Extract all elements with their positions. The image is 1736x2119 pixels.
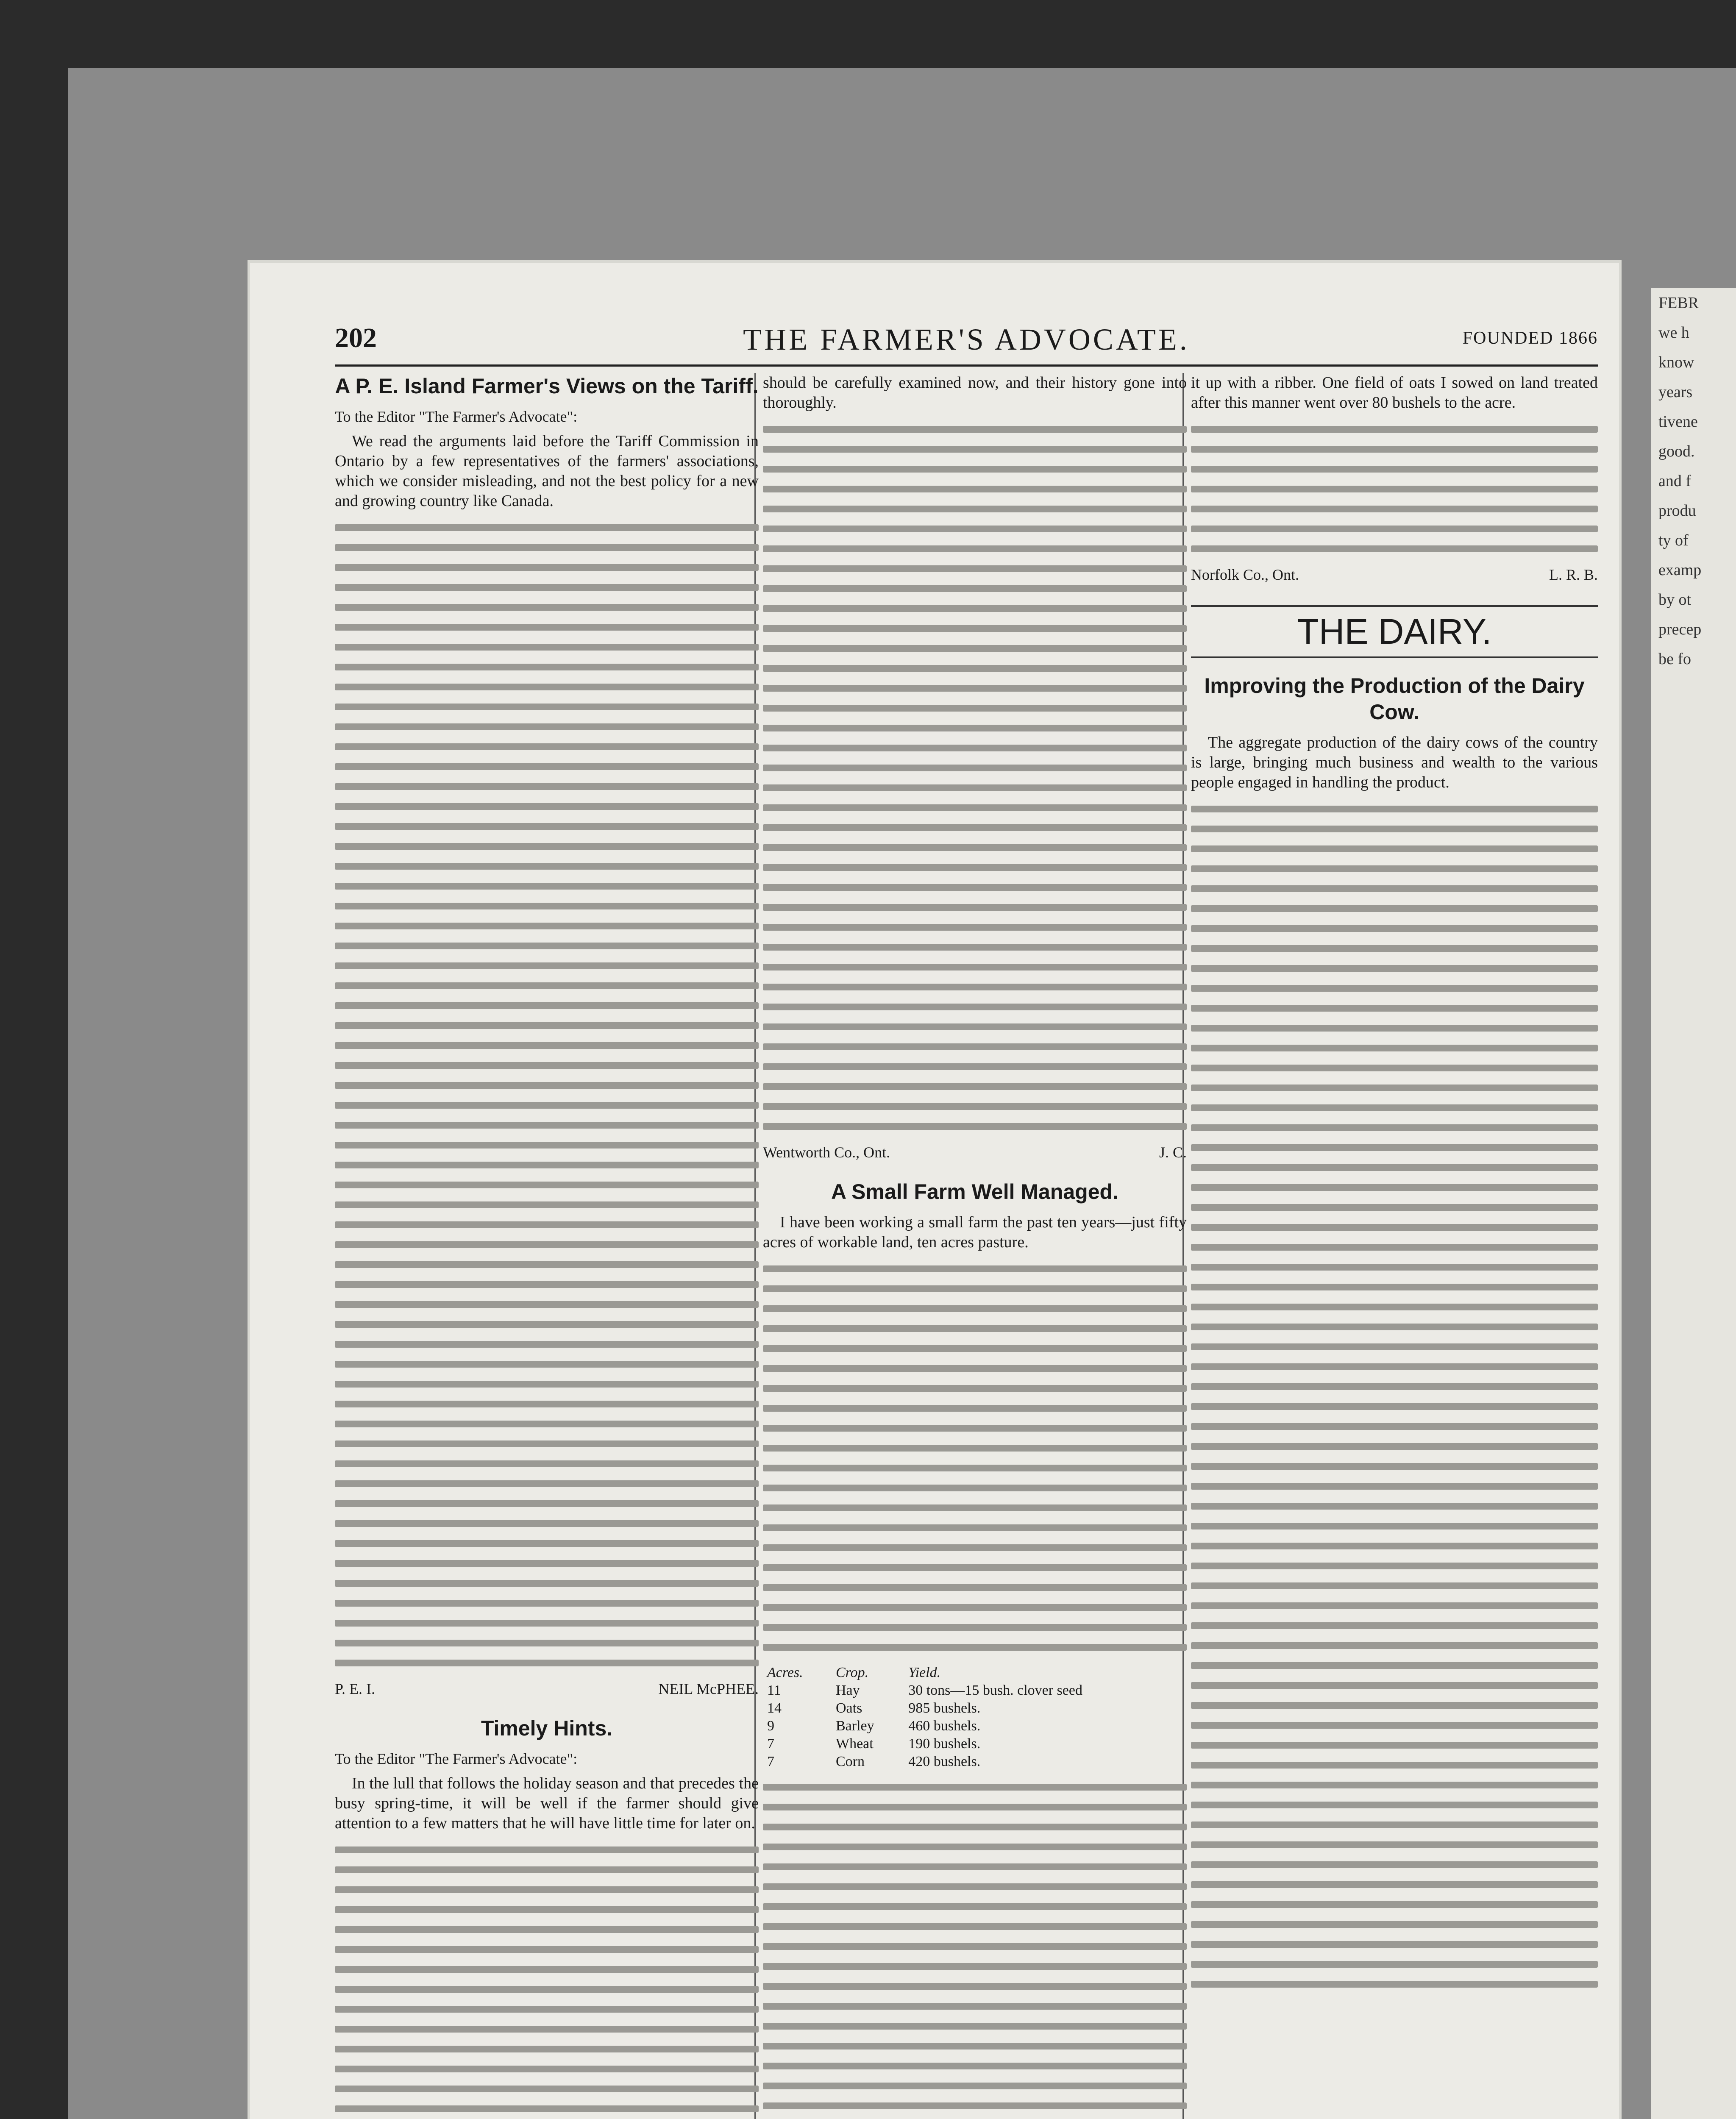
section-title: THE DAIRY. <box>1191 605 1598 658</box>
article-opening: I have been working a small farm the past ten years—just fifty acres of workable land, ten acres pasture. <box>763 1213 1187 1251</box>
table-cell: Corn <box>835 1754 865 1769</box>
edge-fragment: good. <box>1658 442 1695 460</box>
article-signature: J. C. <box>1159 1144 1187 1161</box>
table-cell: Wheat <box>835 1736 874 1752</box>
edge-fragment: precep <box>1658 620 1702 638</box>
edge-fragment: know <box>1658 353 1694 371</box>
masthead <box>335 322 1598 360</box>
crop-yield-table <box>763 1664 1187 1771</box>
article-body-text <box>763 426 1187 1130</box>
table-header: Yield. <box>908 1665 941 1680</box>
edge-fragment: ty of <box>1658 531 1689 549</box>
table-cell: 7 <box>767 1736 774 1752</box>
edge-fragment: FEBR <box>1658 294 1699 312</box>
edge-fragment: examp <box>1658 561 1702 579</box>
article-opening: The aggregate production of the dairy cows of the country is large, bringing much business and wealth to the various people engaged in handling the product. <box>1191 734 1598 791</box>
article-headline: Improving the Production of the Dairy Cow. <box>1204 674 1585 724</box>
adjacent-page-edge <box>1651 288 1736 2119</box>
article-location: P. E. I. <box>335 1680 376 1697</box>
to-editor-line: To the Editor "The Farmer's Advocate": <box>335 1750 578 1767</box>
masthead-rule <box>335 364 1598 367</box>
article-opening: In the lull that follows the holiday season and that precedes the busy spring-time, it will be well if the farmer should give attention to a few matters that he will have little time for later on. <box>335 1774 759 1832</box>
article-headline: Timely Hints. <box>481 1716 613 1740</box>
table-cell: Hay <box>835 1682 860 1698</box>
article-body-text <box>1191 426 1598 552</box>
table-row <box>763 1753 1187 1771</box>
table-row <box>763 1717 1187 1735</box>
table-cell: 30 tons—15 bush. clover seed <box>908 1682 1082 1698</box>
table-cell: 9 <box>767 1718 774 1734</box>
column-3 <box>1191 373 1598 2001</box>
signature-line <box>335 1680 759 1698</box>
article-signature: L. R. B. <box>1549 566 1598 583</box>
edge-fragment: produ <box>1658 502 1696 520</box>
table-cell: 14 <box>767 1700 782 1716</box>
table-cell: 985 bushels. <box>908 1700 981 1716</box>
page-number: 202 <box>335 323 377 353</box>
edge-fragment: tivene <box>1658 413 1698 431</box>
paper-title: THE FARMER'S ADVOCATE. <box>743 323 1190 356</box>
article-body-text <box>763 1784 1187 2119</box>
article-body-text <box>763 1265 1187 1651</box>
edge-fragment: years <box>1658 383 1693 401</box>
table-row <box>763 1682 1187 1699</box>
article-body-text <box>1191 806 1598 1988</box>
article-headline: A P. E. Island Farmer's Views on the Tariff. <box>335 374 759 398</box>
column-2 <box>763 373 1187 2119</box>
signature-line <box>1191 565 1598 584</box>
article-body-text <box>335 1846 759 2119</box>
table-row <box>763 1735 1187 1753</box>
column-1 <box>335 373 759 2119</box>
continued-text: should be carefully examined now, and their history gone into thoroughly. <box>763 374 1187 412</box>
edge-fragment: we h <box>1658 324 1689 342</box>
article-location: Wentworth Co., Ont. <box>763 1144 890 1161</box>
to-editor-line: To the Editor "The Farmer's Advocate": <box>335 408 578 425</box>
edge-fragment: and f <box>1658 472 1691 490</box>
continued-text: it up with a ribber. One field of oats I sowed on land treated after this manner went over 80 bushels to the acre. <box>1191 374 1598 412</box>
edge-fragment: be fo <box>1658 650 1691 668</box>
table-cell: 460 bushels. <box>908 1718 981 1734</box>
table-header-row <box>763 1664 1187 1682</box>
table-header: Acres. <box>767 1665 803 1680</box>
table-cell: 190 bushels. <box>908 1736 981 1752</box>
article-body-text <box>335 524 759 1666</box>
table-cell: 7 <box>767 1754 774 1769</box>
article-opening: We read the arguments laid before the Tariff Commission in Ontario by a few representatives of the farmers' associations, which we consider misleading, and not the best policy for a new and growing country like Canada. <box>335 432 759 510</box>
edge-fragment: by ot <box>1658 591 1691 609</box>
table-cell: 11 <box>767 1682 781 1698</box>
article-headline: A Small Farm Well Managed. <box>831 1180 1118 1204</box>
signature-line <box>763 1143 1187 1162</box>
table-cell: 420 bushels. <box>908 1754 981 1769</box>
article-location: Norfolk Co., Ont. <box>1191 566 1299 583</box>
table-cell: Barley <box>835 1718 874 1734</box>
founded-line: FOUNDED 1866 <box>1462 328 1598 348</box>
table-row <box>763 1699 1187 1717</box>
table-header: Crop. <box>835 1665 869 1680</box>
table-cell: Oats <box>835 1700 862 1716</box>
article-signature: NEIL McPHEE. <box>658 1680 759 1697</box>
